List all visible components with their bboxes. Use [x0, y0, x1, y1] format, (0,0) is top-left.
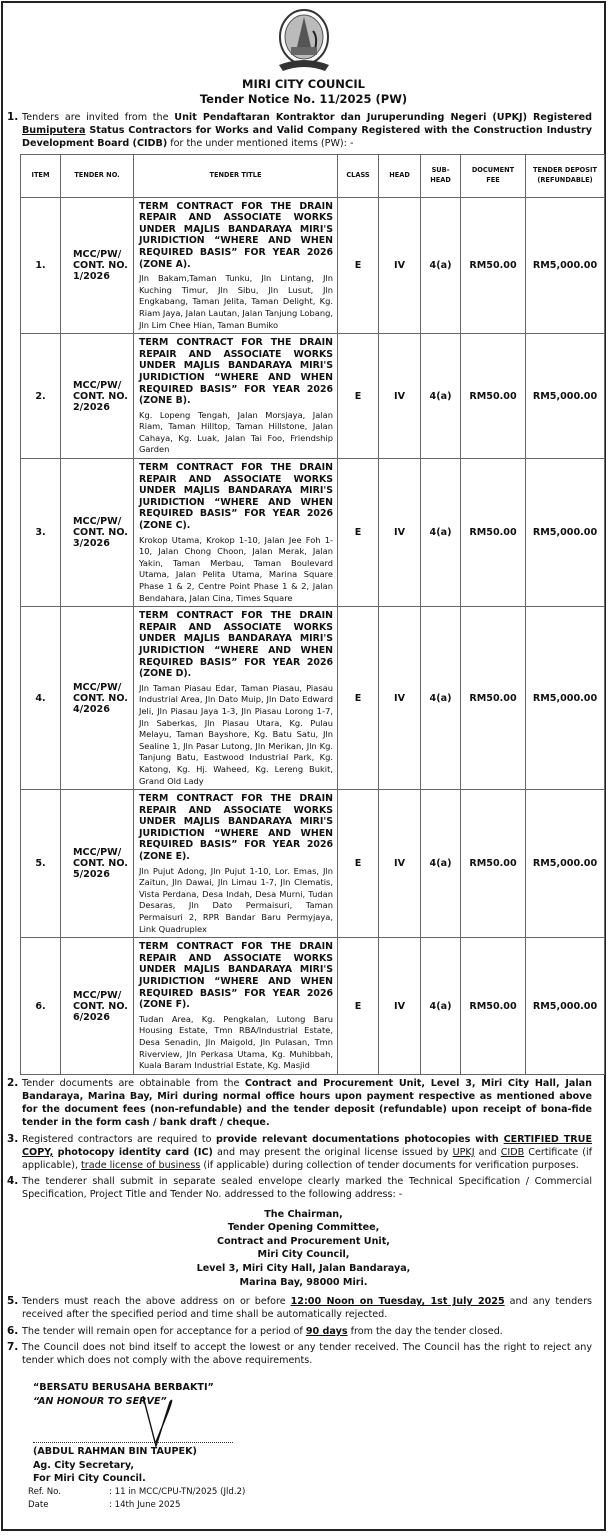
- tender-title: TERM CONTRACT FOR THE DRAIN REPAIR AND ASSOCIATE WORKS UNDER MAJLIS BANDARAYA MIRI'S JURIDICTION “WHERE AND WHEN REQUIRED BASIS” FOR YEAR 2026 (ZONE C).: [139, 462, 333, 532]
- cell-item: 6.: [21, 938, 61, 1075]
- paragraph-number: 2.: [7, 1076, 19, 1089]
- tender-locations: Kg. Lopeng Tengah, Jalan Morsjaya, Jalan Riam, Taman Hilltop, Taman Hillstone, Jalan Cahaya, Kg. Luak, Jalan Tai Foo, Friendship Garden: [139, 409, 333, 455]
- text-segment: and may present the original license issued by: [212, 1146, 453, 1158]
- paragraph-6: [3, 1325, 604, 1338]
- tender-locations: Krokop Utama, Krokop 1-10, Jalan Jee Foh 1-10, Jalan Chong Choon, Jalan Merak, Jalan Yakin, Taman Merbau, Taman Boulevard Utama, Jalan Pelita Utama, Marina Square Phase 1 & 2, Centre Point Phase 1 & 2, Jalan Bendahara, Jalan Cina, Times Square: [139, 534, 333, 603]
- cell-fee: RM50.00: [461, 334, 526, 459]
- tender-items-table: [20, 154, 605, 1075]
- paragraph-number: 6.: [7, 1324, 19, 1337]
- date-value: : 14th June 2025: [109, 1499, 181, 1510]
- tender-title: TERM CONTRACT FOR THE DRAIN REPAIR AND ASSOCIATE WORKS UNDER MAJLIS BANDARAYA MIRI'S JURIDICTION “WHERE AND WHEN REQUIRED BASIS” FOR YEAR 2026 (ZONE B).: [139, 337, 333, 407]
- address-line: Miri City Council,: [257, 1249, 350, 1261]
- text-segment: photocopy identity card (IC): [53, 1146, 213, 1158]
- column-header: CLASS: [338, 154, 379, 197]
- cell-item: 1.: [21, 197, 61, 334]
- table-header-row: [21, 154, 605, 197]
- paragraph-text: [22, 1077, 604, 1130]
- cell-sub-head: 4(a): [421, 197, 461, 334]
- cell-head: IV: [379, 459, 421, 607]
- column-header: HEAD: [379, 154, 421, 197]
- cell-tender-no: MCC/PW/ CONT. NO. 1/2026: [61, 197, 134, 334]
- signatory-org: For Miri City Council.: [33, 1473, 146, 1485]
- paragraph-number: 3.: [7, 1132, 19, 1145]
- cell-item: 5.: [21, 790, 61, 938]
- cell-head: IV: [379, 938, 421, 1075]
- text-segment: (if applicable) during collection of tender documents for verification purposes.: [200, 1159, 579, 1171]
- cell-head: IV: [379, 334, 421, 459]
- cell-fee: RM50.00: [461, 197, 526, 334]
- cell-deposit: RM5,000.00: [526, 459, 605, 607]
- paragraph-1: [3, 111, 604, 151]
- paragraph-number: 7.: [7, 1340, 19, 1353]
- paragraph-text: [22, 1341, 604, 1367]
- signatory-title: Ag. City Secretary,: [33, 1459, 135, 1471]
- paragraph-number: 4.: [7, 1175, 19, 1188]
- tender-locations: Tudan Area, Kg. Pengkalan, Lutong Baru Housing Estate, Tmn RBA/Industrial Estate, Desa Senadin, Jln Maigold, Jln Pulasan, Tmn Riverview, Jln Perkasa Utama, Kg. Muhibbah, Kuala Baram Industrial Estate, Kg. Masjid: [139, 1013, 333, 1071]
- paragraph-5: [3, 1295, 604, 1321]
- table-row: [21, 790, 605, 938]
- column-header: TENDER DEPOSIT (REFUNDABLE): [526, 154, 605, 197]
- text-segment: The Council does not bind itself to accept the lowest or any tender received. The Council has the right to reject any tender which does not comply with the above requirements.: [22, 1341, 592, 1366]
- submission-address: [3, 1208, 604, 1290]
- cell-tender-title: [134, 459, 338, 607]
- text-segment: Certificate (if applicable),: [22, 1146, 593, 1171]
- text-segment: 90 days: [305, 1325, 348, 1337]
- text-segment: trade license of business: [81, 1159, 201, 1171]
- address-line: Marina Bay, 98000 Miri.: [239, 1276, 368, 1288]
- signatory-name: (ABDUL RAHMAN BIN TAUPEK): [33, 1446, 197, 1458]
- cell-deposit: RM5,000.00: [526, 197, 605, 334]
- council-crest-logo: [273, 7, 335, 75]
- cell-head: IV: [379, 607, 421, 790]
- cell-class: E: [338, 607, 379, 790]
- cell-tender-no: MCC/PW/ CONT. NO. 3/2026: [61, 459, 134, 607]
- column-header: DOCUMENT FEE: [461, 154, 526, 197]
- cell-deposit: RM5,000.00: [526, 607, 605, 790]
- cell-class: E: [338, 790, 379, 938]
- motto-english: “AN HONOUR TO SERVE”: [33, 1395, 167, 1407]
- cell-head: IV: [379, 197, 421, 334]
- paragraph-7: [3, 1341, 604, 1367]
- cell-class: E: [338, 197, 379, 334]
- paragraph-4: [3, 1175, 604, 1201]
- text-segment: and any tenders received after the specified period and time shall be automatically rejected.: [22, 1296, 593, 1321]
- signature-area: [33, 1408, 604, 1442]
- cell-tender-title: [134, 790, 338, 938]
- paragraph-text: [22, 1133, 604, 1173]
- tender-locations: Jln Bakam,Taman Tunku, Jln Lintang, Jln Kuching Timur, Jln Sibu, Jln Lusut, Jln Engkabang, Taman Jelita, Taman Delight, Kg. Riam Jaya, Jalan Lautan, Jalan Tanjung Lobang, Jln Lim Chee Hian, Taman Bumiko: [139, 273, 333, 330]
- text-segment: from the day the tender closed.: [347, 1325, 503, 1337]
- cell-class: E: [338, 459, 379, 607]
- paragraph-3: [3, 1133, 604, 1173]
- ref-value: : 11 in MCC/CPU-TN/2025 (Jld.2): [109, 1486, 246, 1497]
- cell-tender-title: [134, 938, 338, 1075]
- cell-sub-head: 4(a): [421, 334, 461, 459]
- cell-fee: RM50.00: [461, 790, 526, 938]
- tender-title: TERM CONTRACT FOR THE DRAIN REPAIR AND ASSOCIATE WORKS UNDER MAJLIS BANDARAYA MIRI'S JURIDICTION “WHERE AND WHEN REQUIRED BASIS” FOR YEAR 2026 (ZONE E).: [139, 793, 333, 863]
- text-segment: Registered contractors are required to: [22, 1133, 217, 1145]
- cell-deposit: RM5,000.00: [526, 790, 605, 938]
- cell-tender-title: [134, 197, 338, 334]
- text-segment: Tenders must reach the above address on or before: [22, 1296, 291, 1308]
- text-segment: Bumiputera: [22, 125, 86, 137]
- logo-area: [3, 7, 604, 77]
- table-row: [21, 938, 605, 1075]
- signature-icon: [138, 1394, 183, 1450]
- table-row: [21, 197, 605, 334]
- text-segment: 12:00 Noon on Tuesday, 1st July 2025: [290, 1296, 505, 1308]
- paragraph-text: [22, 1295, 604, 1321]
- cell-head: IV: [379, 790, 421, 938]
- cell-deposit: RM5,000.00: [526, 334, 605, 459]
- cell-tender-no: MCC/PW/ CONT. NO. 2/2026: [61, 334, 134, 459]
- column-header: SUB-HEAD: [421, 154, 461, 197]
- paragraph-text: [22, 1175, 604, 1201]
- table-row: [21, 607, 605, 790]
- cell-sub-head: 4(a): [421, 938, 461, 1075]
- tender-locations: Jln Taman Piasau Edar, Taman Piasau, Piasau Industrial Area, Jln Dato Muip, Jln Dato Edward Jeli, Jln Piasau Jaya 1-3, Jln Piasau Lorong 1-7, Jln Saberkas, Jln Piasau Utara, Kg. Pulau Melayu, Taman Bayshore, Kg. Batu Satu, Jln Sealine 1, Jln Pasar Lutong, Jln Merikan, Jln Kg. Tanjung Batu, Eastwood Industrial Park, Kg. Katong, Kg. Hj. Waheed, Kg. Lereng Bukit, Grand Old Lady: [139, 682, 333, 786]
- text-segment: CIDB: [500, 1146, 525, 1158]
- ref-row: [28, 1486, 604, 1499]
- tender-title: TERM CONTRACT FOR THE DRAIN REPAIR AND ASSOCIATE WORKS UNDER MAJLIS BANDARAYA MIRI'S JURIDICTION “WHERE AND WHEN REQUIRED BASIS” FOR YEAR 2026 (ZONE A).: [139, 200, 333, 270]
- text-segment: Contract and Procurement Unit, Level 3, Miri City Hall, Jalan Bandaraya, Marina Bay, Miri during normal office hours upon payment respective as mentioned above for the document fees (non-refundable) and the tender deposit (refundable) upon receipt of bona-fide tender in the form cash / bank draft / cheque.: [22, 1077, 592, 1129]
- text-segment: provide relevant documentations photocopies with: [216, 1133, 504, 1145]
- tender-title: TERM CONTRACT FOR THE DRAIN REPAIR AND ASSOCIATE WORKS UNDER MAJLIS BANDARAYA MIRI'S JURIDICTION “WHERE AND WHEN REQUIRED BASIS” FOR YEAR 2026 (ZONE D).: [139, 610, 333, 680]
- cell-tender-no: MCC/PW/ CONT. NO. 4/2026: [61, 607, 134, 790]
- motto-malay: “BERSATU BERUSAHA BERBAKTI”: [33, 1382, 214, 1394]
- council-name: MIRI CITY COUNCIL: [242, 77, 365, 91]
- cell-tender-no: MCC/PW/ CONT. NO. 6/2026: [61, 938, 134, 1075]
- text-segment: Unit Pendaftaran Kontraktor dan Juruperunding Negeri (UPKJ) Registered: [174, 112, 592, 123]
- address-line: Level 3, Miri City Hall, Jalan Bandaraya,: [196, 1262, 411, 1274]
- closing-block: [3, 1381, 604, 1512]
- column-header: TENDER TITLE: [134, 154, 338, 197]
- text-segment: The tenderer shall submit in separate sealed envelope clearly marked the Technical Specification / Commercial Specification, Project Title and Tender No. addressed to the following address: -: [22, 1176, 592, 1201]
- address-line: The Chairman,: [264, 1208, 343, 1220]
- text-segment: CERTIFIED TRUE COPY,: [22, 1133, 592, 1158]
- cell-class: E: [338, 938, 379, 1075]
- text-segment: Tenders are invited from the: [22, 112, 175, 123]
- paragraph-text: [22, 111, 604, 151]
- cell-fee: RM50.00: [461, 938, 526, 1075]
- cell-class: E: [338, 334, 379, 459]
- cell-sub-head: 4(a): [421, 790, 461, 938]
- text-segment: Status Contractors for Works and Valid Company Registered with the Construction Industry Development Board (CIDB): [22, 125, 592, 150]
- column-header: TENDER NO.: [61, 154, 134, 197]
- ref-label: Ref. No.: [28, 1486, 62, 1497]
- cell-sub-head: 4(a): [421, 459, 461, 607]
- tender-title: TERM CONTRACT FOR THE DRAIN REPAIR AND ASSOCIATE WORKS UNDER MAJLIS BANDARAYA MIRI'S JURIDICTION “WHERE AND WHEN REQUIRED BASIS” FOR YEAR 2026 (ZONE F).: [139, 941, 333, 1011]
- paragraph-number: 1.: [7, 111, 19, 123]
- cell-fee: RM50.00: [461, 459, 526, 607]
- cell-tender-title: [134, 334, 338, 459]
- text-segment: The tender will remain open for acceptance for a period of: [22, 1325, 306, 1337]
- tender-notice-number: Tender Notice No. 11/2025 (PW): [199, 92, 408, 106]
- text-segment: for the under mentioned items (PW): -: [167, 138, 354, 150]
- cell-item: 3.: [21, 459, 61, 607]
- text-segment: UPKJ: [452, 1146, 475, 1158]
- text-segment: and: [474, 1146, 501, 1158]
- cell-tender-no: MCC/PW/ CONT. NO. 5/2026: [61, 790, 134, 938]
- address-line: Tender Opening Committee,: [227, 1222, 380, 1234]
- text-segment: Tender documents are obtainable from the: [22, 1077, 245, 1089]
- table-row: [21, 459, 605, 607]
- date-label: Date: [28, 1499, 49, 1510]
- cell-item: 2.: [21, 334, 61, 459]
- cell-item: 4.: [21, 607, 61, 790]
- cell-deposit: RM5,000.00: [526, 938, 605, 1075]
- cell-fee: RM50.00: [461, 607, 526, 790]
- date-row: [28, 1499, 604, 1512]
- table-row: [21, 334, 605, 459]
- column-header: ITEM: [21, 154, 61, 197]
- address-line: Contract and Procurement Unit,: [217, 1235, 390, 1247]
- signature-line: [33, 1442, 233, 1443]
- paragraph-number: 5.: [7, 1295, 19, 1308]
- paragraph-2: [3, 1077, 604, 1130]
- paragraph-text: [22, 1325, 604, 1338]
- tender-locations: Jln Pujut Adong, Jln Pujut 1-10, Lor. Emas, Jln Zaitun, Jln Dawai, Jln Limau 1-7, Jln Clematis, Vista Perdana, Desa Indah, Desa Murni, Tudan Desaras, Jln Dato Permaisuri, Taman Permaisuri 2, RPR Bandar Baru Permyjaya, Link Quadruplex: [139, 865, 333, 934]
- cell-tender-title: [134, 607, 338, 790]
- cell-sub-head: 4(a): [421, 607, 461, 790]
- tender-notice-page: [1, 1, 606, 1531]
